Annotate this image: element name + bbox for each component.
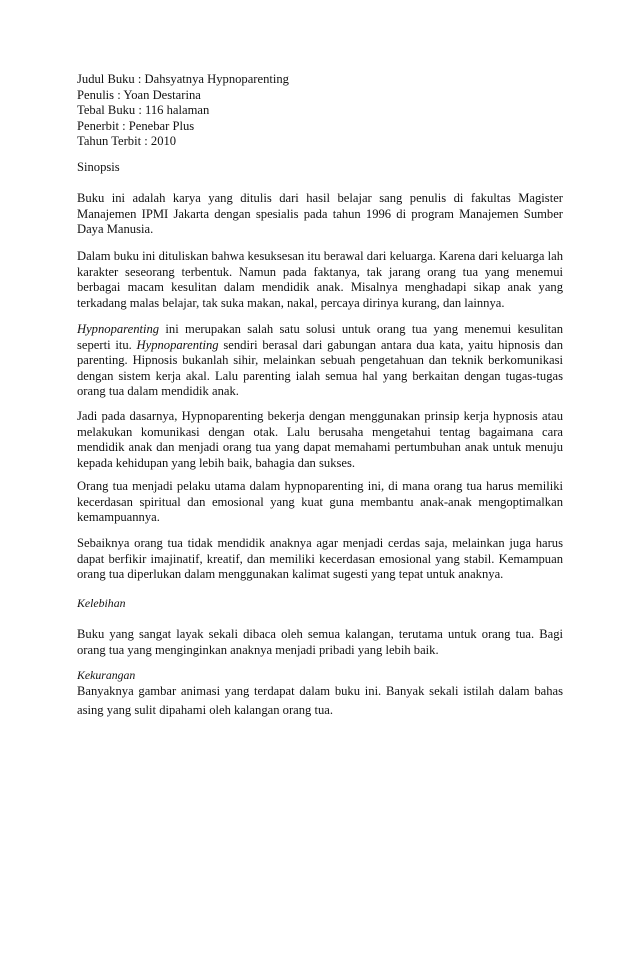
book-pages-line: Tebal Buku : 116 halaman	[77, 103, 210, 117]
book-publisher-line: Penerbit : Penebar Plus	[77, 118, 195, 133]
paragraph-3-part-b: sendiri berasal dari gabungan antara dua kata, yaitu hipnosis dan parenting. Hipnosis bukanlah sihir, melainkan sebuah pengetahuan dan teknik berkomunikasi dengan sistem kerja akal. Lalu parenting ialah semua hal yang berkaitan dengan tugas-tugas orang tua dalam mendidik anak.	[77, 337, 563, 399]
paragraph-5	[77, 479, 563, 526]
paragraph-2	[77, 249, 563, 311]
paragraph-1-text: Buku ini adalah karya yang ditulis dari hasil belajar sang penulis di fakultas Magister Manajemen IPMI Jakarta dengan spesialis pada tahun 1996 di program Manajemen Sumber Daya Manusia.	[77, 191, 563, 237]
paragraph-2-text: Dalam buku ini dituliskan bahwa kesuksesan itu berawal dari keluarga. Karena dari keluarga lah karakter seseorang terbentuk. Namun pada faktanya, tak jarang orang tua yang menemui berbagai macam kesulitan dalam mendidik anak. Misalnya menghadapi sikap anak yang terkadang malas belajar, tak suka makan, nakal, percaya dirinya kurang, dan lainnya.	[77, 249, 563, 310]
paragraph-3	[77, 322, 563, 400]
hypnoparenting-term-1: Hypnoparenting	[77, 322, 160, 336]
paragraph-4	[77, 409, 563, 471]
kekurangan-section	[77, 682, 563, 720]
paragraph-3-text	[77, 322, 563, 400]
kekurangan-text: Banyaknya gambar animasi yang terdapat dalam buku ini. Banyak sekali istilah dalam bahas asing yang sulit dipahami oleh kalangan orang tua.	[77, 684, 563, 717]
kelebihan-heading: Kelebihan	[77, 596, 126, 610]
kekurangan-heading: Kekurangan	[77, 668, 136, 682]
paragraph-3-part-a: ini merupakan salah satu solusi untuk orang tua yang menemui kesulitan seperti itu.	[77, 322, 563, 352]
paragraph-1	[77, 191, 563, 238]
hypnoparenting-term-2: Hypnoparenting	[136, 337, 219, 352]
paragraph-6-text: Sebaiknya orang tua tidak mendidik anaknya agar menjadi cerdas saja, melainkan juga harus dapat berfikir imajinatif, kreatif, dan memiliki kecerdasan emosional yang stabil. Kemampuan orang tua diperlukan dalam menggunakan kalimat sugesti yang tepat untuk anaknya.	[77, 536, 563, 582]
kelebihan-text: Buku yang sangat layak sekali dibaca oleh semua kalangan, terutama untuk orang tua. Bagi orang tua yang menginginkan anaknya menjadi pribadi yang lebih baik.	[77, 627, 563, 657]
book-title-line: Judul Buku : Dahsyatnya Hypnoparenting	[77, 72, 289, 86]
paragraph-6	[77, 536, 563, 583]
synopsis-heading: Sinopsis	[77, 160, 120, 174]
book-year-line: Tahun Terbit : 2010	[77, 134, 177, 148]
book-metadata	[77, 72, 289, 150]
paragraph-4-text: Jadi pada dasarnya, Hypnoparenting bekerja dengan menggunakan prinsip kerja hypnosis atau melakukan komunikasi dengan otak. Lalu berusaha mengetahui tentag bagaimana cara mendidik anak dan menjadi orang tua yang dapat memahami pertumbuhan anak untuk menuju kepada kehidupan yang lebih baik, bahagia dan sukses.	[77, 409, 563, 470]
book-author-line: Penulis : Yoan Destarina	[77, 87, 201, 102]
kelebihan-section	[77, 627, 563, 658]
paragraph-5-text: Orang tua menjadi pelaku utama dalam hypnoparenting ini, di mana orang tua harus memiliki kecerdasan spiritual dan emosional yang kuat guna membantu anak-anak mengoptimalkan kemampuannya.	[77, 479, 563, 525]
